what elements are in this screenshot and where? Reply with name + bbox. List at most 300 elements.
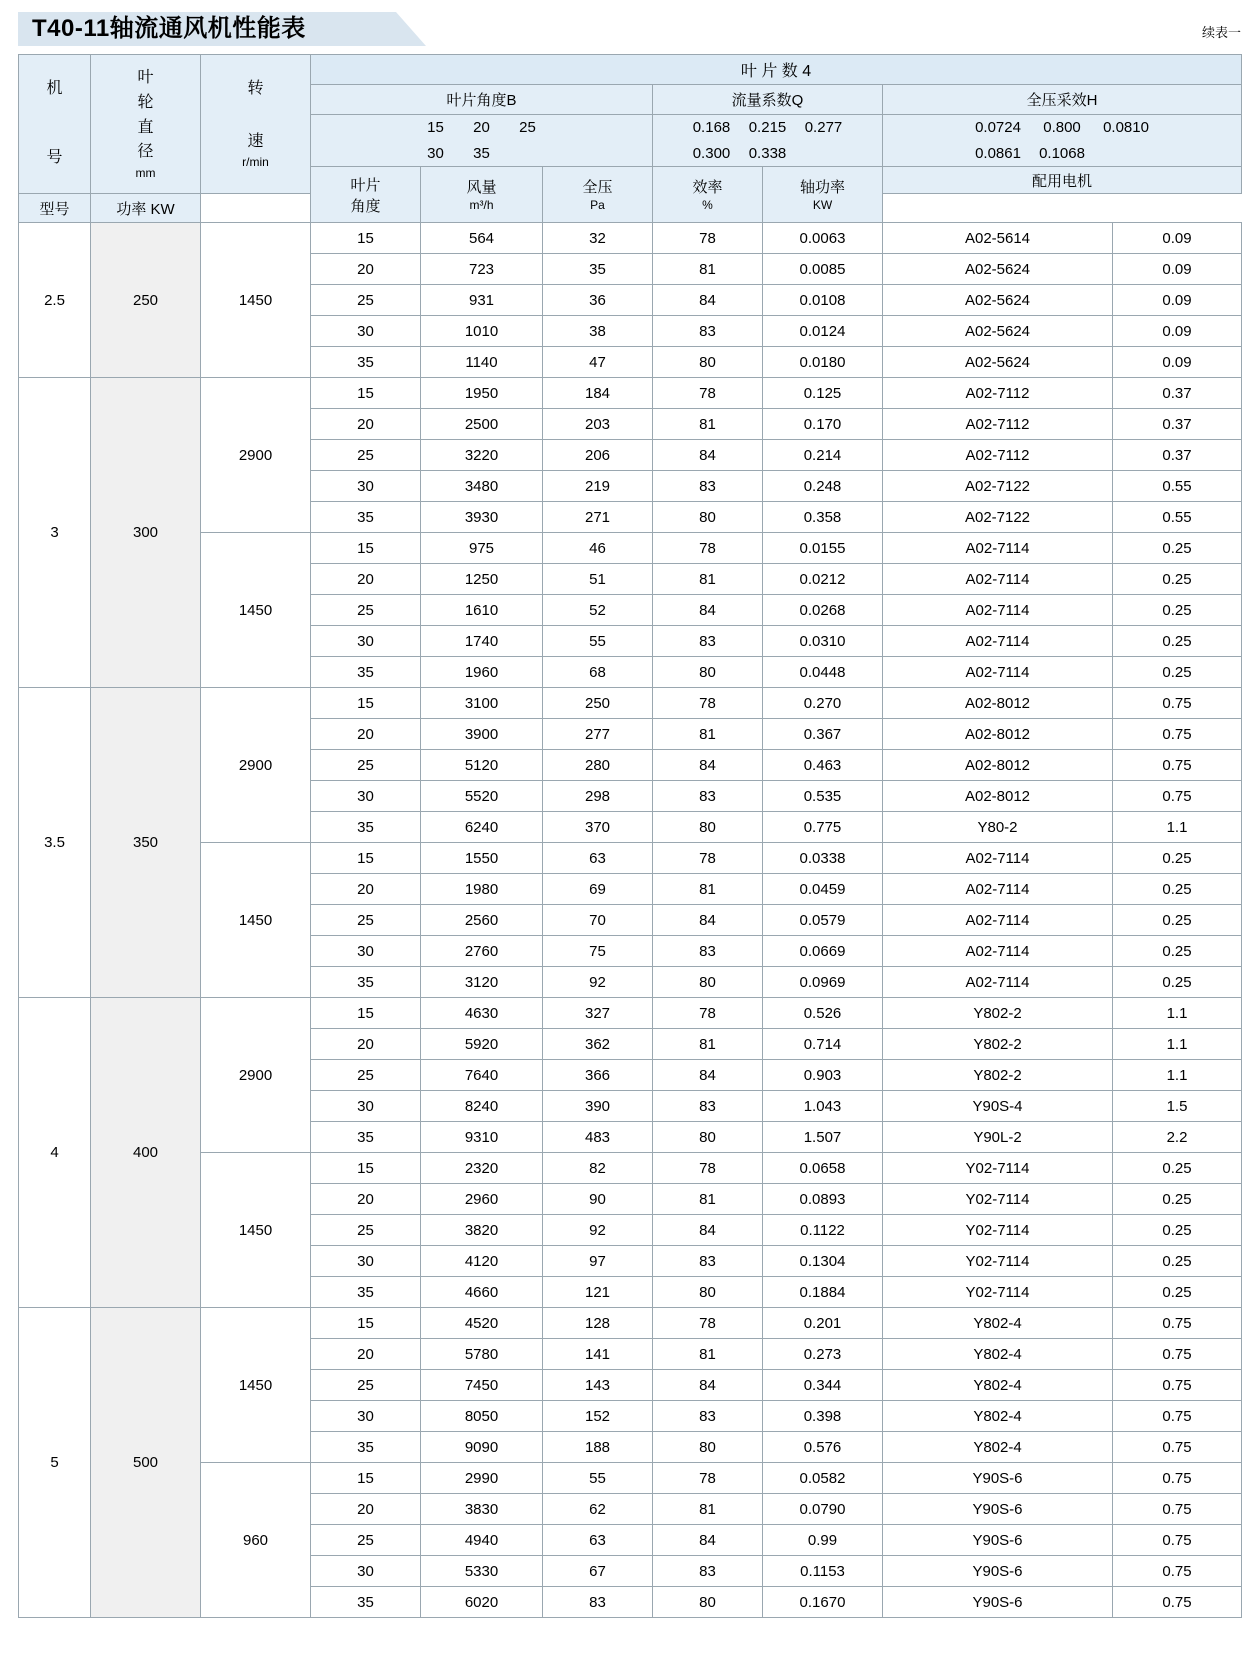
cell-airflow: 3820 — [421, 1215, 543, 1246]
cell-blade-angle: 15 — [311, 378, 421, 409]
page-header — [18, 0, 1241, 54]
cell-total-pressure: 46 — [543, 533, 653, 564]
cell-shaft-power: 0.1122 — [763, 1215, 883, 1246]
header-blade-angle-l2: 角度 — [350, 197, 381, 215]
cell-motor-model: A02-8012 — [883, 750, 1113, 781]
cell-efficiency: 83 — [653, 781, 763, 812]
cell-shaft-power: 0.0338 — [763, 843, 883, 874]
cell-airflow: 2320 — [421, 1153, 543, 1184]
cell-speed: 1450 — [201, 843, 311, 998]
cell-total-pressure: 141 — [543, 1339, 653, 1370]
cell-motor-power: 0.75 — [1113, 688, 1242, 719]
cell-shaft-power: 0.1304 — [763, 1246, 883, 1277]
cell-motor-power: 0.75 — [1113, 1401, 1242, 1432]
cell-motor-power: 0.25 — [1113, 1153, 1242, 1184]
cell-blade-angle: 30 — [311, 936, 421, 967]
cell-motor-model: A02-7114 — [883, 626, 1113, 657]
cell-motor-power: 0.09 — [1113, 347, 1242, 378]
table-row — [19, 223, 1242, 254]
cell-total-pressure: 366 — [543, 1060, 653, 1091]
cell-motor-power: 0.75 — [1113, 1525, 1242, 1556]
cell-efficiency: 81 — [653, 409, 763, 440]
header-blade-angle — [311, 167, 421, 223]
cell-total-pressure: 184 — [543, 378, 653, 409]
cell-airflow: 6020 — [421, 1587, 543, 1618]
cell-motor-model: A02-5624 — [883, 254, 1113, 285]
cell-total-pressure: 68 — [543, 657, 653, 688]
cell-diameter: 250 — [91, 223, 201, 378]
cell-total-pressure: 67 — [543, 1556, 653, 1587]
cell-shaft-power: 0.270 — [763, 688, 883, 719]
cell-efficiency: 84 — [653, 1215, 763, 1246]
cell-airflow: 5780 — [421, 1339, 543, 1370]
cell-total-pressure: 32 — [543, 223, 653, 254]
header-motor-power-label: 功率 KW — [116, 200, 175, 218]
cell-total-pressure: 82 — [543, 1153, 653, 1184]
cell-blade-angle: 20 — [311, 719, 421, 750]
cell-total-pressure: 75 — [543, 936, 653, 967]
cell-blade-angle: 20 — [311, 1029, 421, 1060]
cell-blade-angle: 15 — [311, 688, 421, 719]
cell-motor-power: 0.25 — [1113, 595, 1242, 626]
cell-motor-power: 0.75 — [1113, 750, 1242, 781]
table-row — [19, 843, 1242, 874]
cell-total-pressure: 362 — [543, 1029, 653, 1060]
cell-total-pressure: 390 — [543, 1091, 653, 1122]
cell-efficiency: 84 — [653, 1525, 763, 1556]
cell-shaft-power: 0.201 — [763, 1308, 883, 1339]
cell-airflow: 931 — [421, 285, 543, 316]
cell-blade-angle: 30 — [311, 471, 421, 502]
cell-shaft-power: 0.903 — [763, 1060, 883, 1091]
header-diameter-unit: mm — [135, 166, 156, 181]
cell-motor-model: Y90S-6 — [883, 1525, 1113, 1556]
cell-blade-angle: 25 — [311, 1525, 421, 1556]
header-blade-count: 叶 片 数 4 — [311, 55, 1242, 85]
cell-motor-power: 1.1 — [1113, 812, 1242, 843]
cell-motor-power: 0.75 — [1113, 781, 1242, 812]
cell-motor-power: 0.25 — [1113, 564, 1242, 595]
cell-efficiency: 84 — [653, 905, 763, 936]
header-diameter-l2: 轮 — [137, 93, 154, 111]
cell-airflow: 2990 — [421, 1463, 543, 1494]
cell-blade-angle: 20 — [311, 874, 421, 905]
cell-motor-power: 0.55 — [1113, 471, 1242, 502]
header-total-pressure — [543, 167, 653, 223]
cell-efficiency: 80 — [653, 1277, 763, 1308]
cell-motor-power: 0.09 — [1113, 316, 1242, 347]
cell-efficiency: 81 — [653, 1339, 763, 1370]
cell-motor-power: 0.75 — [1113, 1556, 1242, 1587]
cell-total-pressure: 143 — [543, 1370, 653, 1401]
cell-blade-angle: 30 — [311, 1401, 421, 1432]
cell-airflow: 3220 — [421, 440, 543, 471]
table-body — [19, 223, 1242, 1618]
cell-motor-model: Y802-4 — [883, 1401, 1113, 1432]
cell-total-pressure: 271 — [543, 502, 653, 533]
cell-efficiency: 78 — [653, 1463, 763, 1494]
cell-motor-power: 0.25 — [1113, 657, 1242, 688]
cell-efficiency: 80 — [653, 657, 763, 688]
cell-blade-angle: 35 — [311, 967, 421, 998]
cell-total-pressure: 35 — [543, 254, 653, 285]
table-row — [19, 1308, 1242, 1339]
cell-shaft-power: 0.125 — [763, 378, 883, 409]
cell-airflow: 975 — [421, 533, 543, 564]
performance-table — [18, 54, 1242, 1618]
header-model — [19, 55, 91, 194]
cell-shaft-power: 0.0212 — [763, 564, 883, 595]
cell-total-pressure: 55 — [543, 1463, 653, 1494]
cell-motor-model: A02-7112 — [883, 409, 1113, 440]
title-banner — [18, 12, 306, 46]
cell-speed: 2900 — [201, 688, 311, 843]
cell-motor-power: 0.25 — [1113, 905, 1242, 936]
cell-motor-power: 0.25 — [1113, 1215, 1242, 1246]
cell-motor-model: A02-7112 — [883, 378, 1113, 409]
cell-blade-angle: 25 — [311, 1370, 421, 1401]
cell-model: 2.5 — [19, 223, 91, 378]
header-diameter — [91, 55, 201, 194]
cell-blade-angle: 20 — [311, 254, 421, 285]
header-motor-model-label: 型号 — [39, 200, 70, 218]
header-airflow-label: 风量 — [466, 178, 497, 196]
cell-motor-model: Y90S-4 — [883, 1091, 1113, 1122]
cell-airflow: 1610 — [421, 595, 543, 626]
cell-shaft-power: 0.0310 — [763, 626, 883, 657]
cell-motor-model: Y02-7114 — [883, 1153, 1113, 1184]
cell-motor-power: 0.75 — [1113, 1339, 1242, 1370]
cell-airflow: 1980 — [421, 874, 543, 905]
cell-efficiency: 78 — [653, 223, 763, 254]
cell-total-pressure: 250 — [543, 688, 653, 719]
cell-total-pressure: 121 — [543, 1277, 653, 1308]
cell-airflow: 4630 — [421, 998, 543, 1029]
header-flow-coef-group: 流量系数Q — [653, 85, 883, 115]
cell-shaft-power: 0.0180 — [763, 347, 883, 378]
cell-motor-power: 0.75 — [1113, 1308, 1242, 1339]
cell-motor-power: 2.2 — [1113, 1122, 1242, 1153]
cell-motor-model: Y02-7114 — [883, 1184, 1113, 1215]
cell-total-pressure: 206 — [543, 440, 653, 471]
cell-motor-power: 0.25 — [1113, 843, 1242, 874]
cell-motor-model: Y802-2 — [883, 1029, 1113, 1060]
cell-airflow: 6240 — [421, 812, 543, 843]
cell-efficiency: 84 — [653, 595, 763, 626]
cell-shaft-power: 0.0108 — [763, 285, 883, 316]
cell-total-pressure: 188 — [543, 1432, 653, 1463]
cell-airflow: 4660 — [421, 1277, 543, 1308]
cell-model: 3 — [19, 378, 91, 688]
cell-shaft-power: 0.99 — [763, 1525, 883, 1556]
cell-airflow: 1960 — [421, 657, 543, 688]
cell-blade-angle: 20 — [311, 1339, 421, 1370]
header-speed-l2: 速 — [247, 132, 264, 150]
cell-total-pressure: 298 — [543, 781, 653, 812]
cell-diameter: 500 — [91, 1308, 201, 1618]
header-shaft-power-label: 轴功率 — [799, 178, 845, 196]
cell-shaft-power: 0.0124 — [763, 316, 883, 347]
header-pressure-eff-group: 全压采效H — [883, 85, 1242, 115]
cell-diameter: 400 — [91, 998, 201, 1308]
cell-shaft-power: 0.0582 — [763, 1463, 883, 1494]
cell-total-pressure: 280 — [543, 750, 653, 781]
header-efficiency-unit: % — [702, 197, 713, 212]
cell-airflow: 1250 — [421, 564, 543, 595]
cell-total-pressure: 483 — [543, 1122, 653, 1153]
cell-blade-angle: 30 — [311, 1246, 421, 1277]
cell-motor-power: 0.25 — [1113, 1277, 1242, 1308]
cell-motor-model: Y02-7114 — [883, 1215, 1113, 1246]
cell-blade-angle: 30 — [311, 1556, 421, 1587]
pressure-eff-values — [883, 115, 1242, 167]
cell-efficiency: 78 — [653, 843, 763, 874]
cell-blade-angle: 25 — [311, 440, 421, 471]
cell-blade-angle: 15 — [311, 1308, 421, 1339]
header-model-line2: 号 — [46, 149, 63, 166]
cell-motor-model: Y02-7114 — [883, 1246, 1113, 1277]
cell-airflow: 5330 — [421, 1556, 543, 1587]
cell-airflow: 1010 — [421, 316, 543, 347]
cell-motor-power: 1.1 — [1113, 998, 1242, 1029]
cell-motor-model: A02-8012 — [883, 781, 1113, 812]
blade-angle-v2: 20 — [473, 119, 490, 136]
cell-total-pressure: 36 — [543, 285, 653, 316]
cell-motor-model: A02-7114 — [883, 533, 1113, 564]
cell-blade-angle: 25 — [311, 750, 421, 781]
cell-shaft-power: 0.358 — [763, 502, 883, 533]
cell-total-pressure: 219 — [543, 471, 653, 502]
cell-blade-angle: 30 — [311, 1091, 421, 1122]
cell-efficiency: 84 — [653, 440, 763, 471]
cell-efficiency: 83 — [653, 471, 763, 502]
cell-motor-power: 0.75 — [1113, 719, 1242, 750]
cell-efficiency: 80 — [653, 1432, 763, 1463]
cell-efficiency: 81 — [653, 564, 763, 595]
cell-efficiency: 80 — [653, 967, 763, 998]
cell-speed: 960 — [201, 1463, 311, 1618]
cell-efficiency: 80 — [653, 502, 763, 533]
cell-shaft-power: 0.0669 — [763, 936, 883, 967]
cell-shaft-power: 0.0658 — [763, 1153, 883, 1184]
cell-motor-model: A02-5624 — [883, 347, 1113, 378]
cell-efficiency: 78 — [653, 998, 763, 1029]
cell-airflow: 4940 — [421, 1525, 543, 1556]
cell-shaft-power: 0.1153 — [763, 1556, 883, 1587]
cell-shaft-power: 0.0969 — [763, 967, 883, 998]
page-title: T40-11轴流通风机性能表 — [32, 15, 306, 42]
cell-airflow: 7640 — [421, 1060, 543, 1091]
cell-motor-model: Y802-2 — [883, 1060, 1113, 1091]
blade-angle-v1: 15 — [427, 119, 444, 136]
cell-blade-angle: 30 — [311, 781, 421, 812]
cell-model: 5 — [19, 1308, 91, 1618]
cell-motor-model: Y90S-6 — [883, 1587, 1113, 1618]
cell-motor-model: A02-7114 — [883, 905, 1113, 936]
cell-airflow: 3930 — [421, 502, 543, 533]
cell-airflow: 7450 — [421, 1370, 543, 1401]
header-motor-group: 配用电机 — [883, 167, 1242, 194]
header-speed — [201, 55, 311, 194]
cell-model: 4 — [19, 998, 91, 1308]
cell-blade-angle: 20 — [311, 1184, 421, 1215]
cell-blade-angle: 35 — [311, 347, 421, 378]
cell-motor-power: 0.09 — [1113, 223, 1242, 254]
cell-efficiency: 84 — [653, 285, 763, 316]
cell-shaft-power: 0.0155 — [763, 533, 883, 564]
cell-speed: 2900 — [201, 378, 311, 533]
cell-motor-power: 0.75 — [1113, 1370, 1242, 1401]
blade-angle-v4: 30 — [427, 144, 444, 162]
header-shaft-power-unit: KW — [812, 197, 833, 212]
cell-blade-angle: 35 — [311, 1587, 421, 1618]
cell-blade-angle: 25 — [311, 595, 421, 626]
cell-airflow: 4520 — [421, 1308, 543, 1339]
cell-total-pressure: 203 — [543, 409, 653, 440]
header-shaft-power — [763, 167, 883, 223]
cell-motor-model: Y802-2 — [883, 998, 1113, 1029]
cell-total-pressure: 277 — [543, 719, 653, 750]
cell-shaft-power: 0.0448 — [763, 657, 883, 688]
cell-airflow: 2960 — [421, 1184, 543, 1215]
cell-motor-power: 0.25 — [1113, 874, 1242, 905]
cell-motor-power: 0.09 — [1113, 254, 1242, 285]
cell-airflow: 5520 — [421, 781, 543, 812]
cell-efficiency: 84 — [653, 1060, 763, 1091]
cell-airflow: 1740 — [421, 626, 543, 657]
cell-efficiency: 78 — [653, 378, 763, 409]
cell-total-pressure: 83 — [543, 1587, 653, 1618]
continued-label: 续表一 — [1201, 25, 1241, 40]
cell-shaft-power: 1.507 — [763, 1122, 883, 1153]
cell-motor-model: A02-8012 — [883, 719, 1113, 750]
cell-blade-angle: 25 — [311, 285, 421, 316]
table-row — [19, 533, 1242, 564]
cell-airflow: 8050 — [421, 1401, 543, 1432]
cell-airflow: 3120 — [421, 967, 543, 998]
blade-angle-v3: 25 — [519, 119, 536, 136]
cell-blade-angle: 25 — [311, 905, 421, 936]
cell-total-pressure: 51 — [543, 564, 653, 595]
cell-blade-angle: 35 — [311, 657, 421, 688]
cell-motor-model: Y90S-6 — [883, 1494, 1113, 1525]
cell-efficiency: 83 — [653, 1401, 763, 1432]
cell-total-pressure: 92 — [543, 967, 653, 998]
cell-speed: 1450 — [201, 223, 311, 378]
cell-motor-model: A02-7114 — [883, 874, 1113, 905]
table-row — [19, 998, 1242, 1029]
cell-efficiency: 80 — [653, 1122, 763, 1153]
cell-blade-angle: 35 — [311, 502, 421, 533]
cell-blade-angle: 15 — [311, 1153, 421, 1184]
cell-efficiency: 81 — [653, 1029, 763, 1060]
cell-motor-model: A02-5624 — [883, 285, 1113, 316]
cell-total-pressure: 62 — [543, 1494, 653, 1525]
cell-motor-power: 0.37 — [1113, 409, 1242, 440]
cell-total-pressure: 47 — [543, 347, 653, 378]
cell-motor-model: Y02-7114 — [883, 1277, 1113, 1308]
cell-airflow: 9090 — [421, 1432, 543, 1463]
cell-blade-angle: 20 — [311, 1494, 421, 1525]
cell-shaft-power: 0.775 — [763, 812, 883, 843]
header-efficiency — [653, 167, 763, 223]
header-speed-l1: 转 — [247, 79, 264, 97]
cell-motor-model: Y802-4 — [883, 1339, 1113, 1370]
cell-speed: 2900 — [201, 998, 311, 1153]
cell-efficiency: 81 — [653, 1494, 763, 1525]
cell-motor-model: A02-7114 — [883, 564, 1113, 595]
cell-motor-power: 0.25 — [1113, 1246, 1242, 1277]
header-airflow — [421, 167, 543, 223]
cell-blade-angle: 20 — [311, 564, 421, 595]
cell-airflow: 723 — [421, 254, 543, 285]
cell-efficiency: 81 — [653, 719, 763, 750]
cell-motor-model: A02-7122 — [883, 471, 1113, 502]
cell-shaft-power: 0.0459 — [763, 874, 883, 905]
cell-shaft-power: 0.714 — [763, 1029, 883, 1060]
header-row-blade-count — [19, 55, 1242, 85]
pressure-v4: 0.0861 — [975, 144, 1021, 162]
cell-shaft-power: 0.170 — [763, 409, 883, 440]
cell-efficiency: 83 — [653, 1556, 763, 1587]
cell-motor-power: 0.37 — [1113, 378, 1242, 409]
cell-shaft-power: 0.463 — [763, 750, 883, 781]
cell-diameter: 300 — [91, 378, 201, 688]
pressure-v1: 0.0724 — [975, 119, 1021, 136]
cell-motor-model: Y802-4 — [883, 1432, 1113, 1463]
flow-coef-v5: 0.338 — [748, 144, 787, 162]
header-blade-angle-l1: 叶片 — [350, 176, 381, 194]
cell-motor-model: A02-7114 — [883, 595, 1113, 626]
cell-blade-angle: 35 — [311, 812, 421, 843]
cell-motor-model: A02-5624 — [883, 316, 1113, 347]
cell-blade-angle: 30 — [311, 316, 421, 347]
table-row — [19, 1463, 1242, 1494]
cell-motor-model: Y90S-6 — [883, 1463, 1113, 1494]
cell-shaft-power: 0.0579 — [763, 905, 883, 936]
cell-efficiency: 80 — [653, 347, 763, 378]
header-speed-unit: r/min — [242, 155, 269, 170]
cell-motor-model: A02-7114 — [883, 967, 1113, 998]
cell-blade-angle: 25 — [311, 1215, 421, 1246]
cell-airflow: 1550 — [421, 843, 543, 874]
cell-shaft-power: 0.273 — [763, 1339, 883, 1370]
cell-efficiency: 78 — [653, 688, 763, 719]
cell-airflow: 1950 — [421, 378, 543, 409]
cell-shaft-power: 0.214 — [763, 440, 883, 471]
flow-coef-v2: 0.215 — [748, 119, 787, 136]
cell-total-pressure: 97 — [543, 1246, 653, 1277]
pressure-v2: 0.800 — [1043, 119, 1081, 136]
flow-coef-values — [653, 115, 883, 167]
pressure-v3: 0.0810 — [1103, 119, 1149, 136]
header-motor-power — [91, 194, 201, 223]
cell-total-pressure: 63 — [543, 843, 653, 874]
header-diameter-l3: 直 — [137, 118, 154, 136]
cell-shaft-power: 0.1670 — [763, 1587, 883, 1618]
cell-total-pressure: 128 — [543, 1308, 653, 1339]
cell-efficiency: 81 — [653, 874, 763, 905]
cell-total-pressure: 370 — [543, 812, 653, 843]
cell-diameter: 350 — [91, 688, 201, 998]
cell-motor-power: 0.25 — [1113, 533, 1242, 564]
cell-shaft-power: 0.0268 — [763, 595, 883, 626]
cell-efficiency: 78 — [653, 533, 763, 564]
header-motor-model — [19, 194, 91, 223]
header-blade-angle-group: 叶片角度B — [311, 85, 653, 115]
cell-motor-power: 0.75 — [1113, 1587, 1242, 1618]
cell-efficiency: 83 — [653, 1091, 763, 1122]
